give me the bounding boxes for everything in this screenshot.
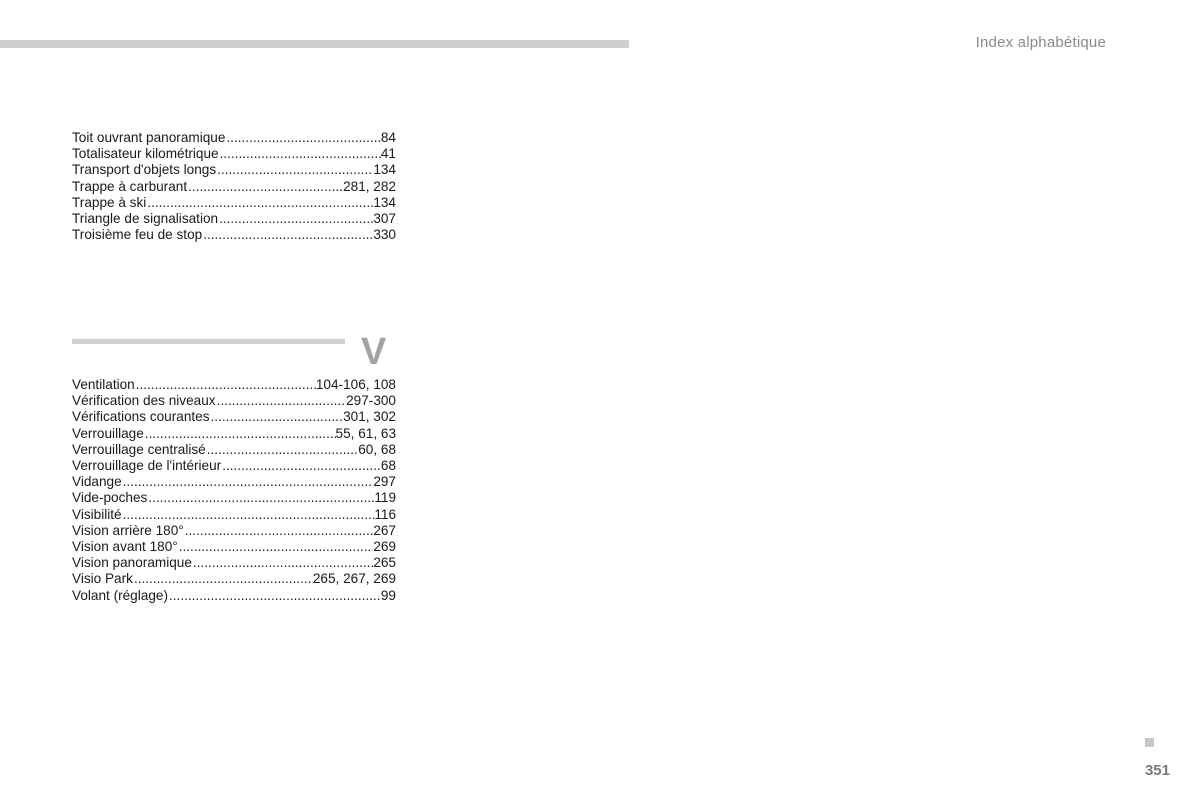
dot-leader [122,507,375,523]
dot-leader [219,146,381,162]
index-entry-term: Trappe à carburant [72,178,188,194]
index-entry-term: Troisième feu de stop [72,227,203,243]
index-entry-pages: 104-106, 108 [315,377,396,392]
index-entry-term: Vidange [72,474,122,490]
running-title: Index alphabétique [975,34,1106,51]
index-entry-pages: 297-300 [346,393,396,409]
index-entry [72,442,396,458]
section-letter-v: V [361,331,387,373]
index-entry-term: Vision avant 180° [72,539,178,555]
index-entry-term: Verrouillage centralisé [72,441,206,457]
dot-leader [192,555,373,571]
index-entry [72,179,396,195]
section-rule-v [72,339,345,344]
index-entry-term: Toit ouvrant panoramique [72,130,226,145]
index-entry [72,539,396,555]
index-section-t [72,130,396,243]
index-entry [72,474,396,490]
dot-leader [135,377,316,393]
index-entry [72,588,396,604]
index-entry-pages: 330 [373,227,396,243]
index-entry [72,523,396,539]
index-entry [72,130,396,146]
dot-leader [216,162,373,178]
dot-leader [168,588,381,604]
index-entry [72,195,396,211]
index-entry-pages: 134 [373,162,396,178]
index-entry-pages: 265, 267, 269 [312,571,396,587]
index-entry [72,377,396,393]
dot-leader [218,211,373,227]
index-entry [72,393,396,409]
dot-leader [146,195,373,211]
index-entry-pages: 119 [374,490,396,506]
index-entry-pages: 84 [380,130,396,145]
dot-leader [147,490,374,506]
index-entry-pages: 265 [373,555,396,571]
index-entry-pages: 297 [373,474,396,490]
index-entry-term: Transport d'objets longs [72,162,217,178]
index-entry [72,162,396,178]
index-entry-term: Totalisateur kilométrique [72,146,219,162]
index-entry [72,426,396,442]
index-entry-pages: 60, 68 [358,441,396,457]
page-marker-square [1145,738,1154,747]
index-entry-pages: 134 [373,194,396,210]
index-entry-term: Visio Park [72,571,133,587]
header-rule [0,40,629,48]
dot-leader [202,227,373,243]
index-entry-term: Volant (réglage) [72,587,168,603]
index-entry-term: Vide-poches [72,490,148,506]
index-entry-pages: 99 [380,587,396,603]
dot-leader [122,474,374,490]
dot-leader [216,393,347,409]
index-entry-pages: 267 [373,522,396,538]
index-entry-term: Vérification des niveaux [72,393,216,409]
index-entry [72,555,396,571]
dot-leader [206,442,358,458]
index-entry [72,409,396,425]
dot-leader [184,523,374,539]
index-entry-pages: 301, 302 [343,409,396,425]
index-entry-pages: 116 [374,506,396,522]
dot-leader [221,458,381,474]
index-entry-pages: 281, 282 [343,178,396,194]
index-entry [72,146,396,162]
dot-leader [225,130,380,146]
index-entry-pages: 41 [380,146,396,162]
index-entry [72,458,396,474]
dot-leader [210,409,344,425]
index-entry-pages: 68 [380,458,396,474]
dot-leader [133,571,313,587]
index-entry [72,507,396,523]
index-entry-term: Verrouillage [72,425,144,441]
index-entry-term: Ventilation [72,377,135,392]
index-entry-term: Trappe à ski [72,194,147,210]
dot-leader [178,539,374,555]
index-entry-term: Vision arrière 180° [72,522,184,538]
dot-leader [187,179,343,195]
index-entry-term: Triangle de signalisation [72,211,219,227]
index-entry [72,211,396,227]
index-entry-term: Verrouillage de l'intérieur [72,458,222,474]
index-entry-pages: 269 [373,539,396,555]
index-entry-term: Visibilité [72,506,122,522]
index-entry-term: Vérifications courantes [72,409,210,425]
index-entry [72,490,396,506]
index-entry-pages: 307 [373,211,396,227]
page-number: 351 [1144,762,1170,779]
index-entry-pages: 55, 61, 63 [335,425,396,441]
index-section-v [72,377,396,604]
index-entry-term: Vision panoramique [72,555,192,571]
index-entry [72,227,396,243]
index-entry [72,571,396,587]
dot-leader [144,426,336,442]
